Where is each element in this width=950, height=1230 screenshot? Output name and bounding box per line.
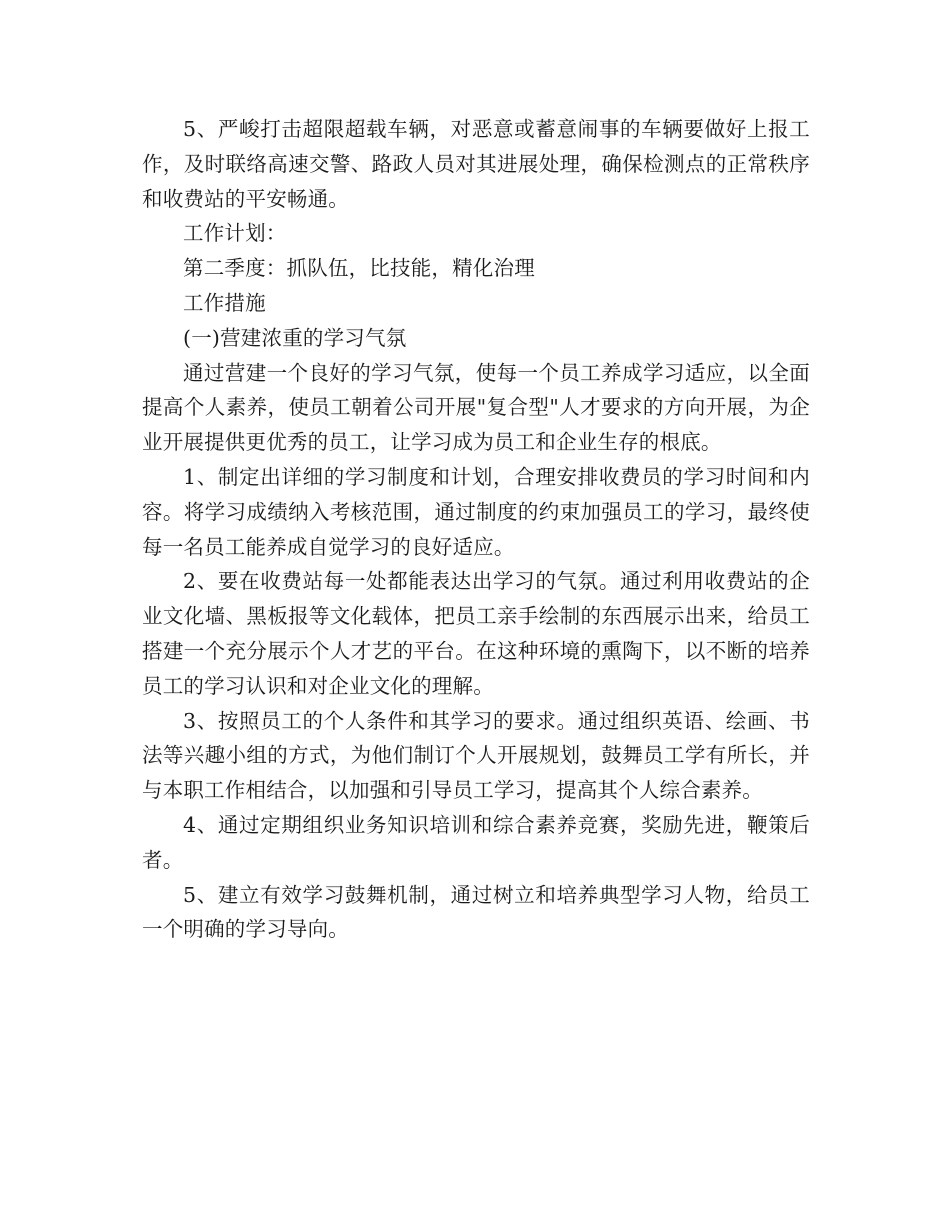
paragraph-item-3: 3、按照员工的个人条件和其学习的要求。通过组织英语、绘画、书法等兴趣小组的方式，为他们制订个人开展规划，鼓舞员工学有所长，并与本职工作相结合，以加强和引导员工学习，提高其个人综合素养。: [142, 708, 810, 803]
paragraph-item-5-crackdown: 5、严峻打击超限超载车辆，对恶意或蓄意闹事的车辆要做好上报工作，及时联络高速交警、路政人员对其进展处理，确保检测点的正常秩序和收费站的平安畅通。: [142, 117, 810, 211]
paragraph-work-measures-heading: 工作措施: [183, 290, 266, 315]
paragraph-item-1: 1、制定出详细的学习制度和计划，合理安排收费员的学习时间和内容。将学习成绩纳入考核范围，通过制度的约束加强员工的学习，最终使每一名员工能养成自觉学习的良好适应。: [142, 464, 810, 559]
paragraph-second-quarter: 第二季度：抓队伍，比技能，精化治理: [183, 256, 535, 281]
paragraph-section-one-heading: (一)营建浓重的学习气氛: [183, 325, 407, 350]
paragraph-item-5-incentive: 5、建立有效学习鼓舞机制，通过树立和培养典型学习人物，给员工一个明确的学习导向。: [142, 882, 810, 942]
paragraph-item-2: 2、要在收费站每一处都能表达出学习的气氛。通过利用收费站的企业文化墙、黑板报等文化载体，把员工亲手绘制的东西展示出来，给员工搭建一个充分展示个人才艺的平台。在这种环境的熏陶下，以不断的培养员工的学习认识和对企业文化的理解。: [142, 569, 810, 698]
paragraph-item-4: 4、通过定期组织业务知识培训和综合素养竞赛，奖励先进，鞭策后者。: [142, 812, 810, 872]
paragraph-work-plan-heading: 工作计划：: [183, 221, 287, 246]
document-body: [142, 112, 810, 947]
paragraph-learning-atmosphere: 通过营建一个良好的学习气氛，使每一个员工养成学习适应，以全面提高个人素养，使员工朝着公司开展"复合型"人才要求的方向开展，为企业开展提供更优秀的员工，让学习成为员工和企业生存的根底。: [142, 360, 810, 455]
